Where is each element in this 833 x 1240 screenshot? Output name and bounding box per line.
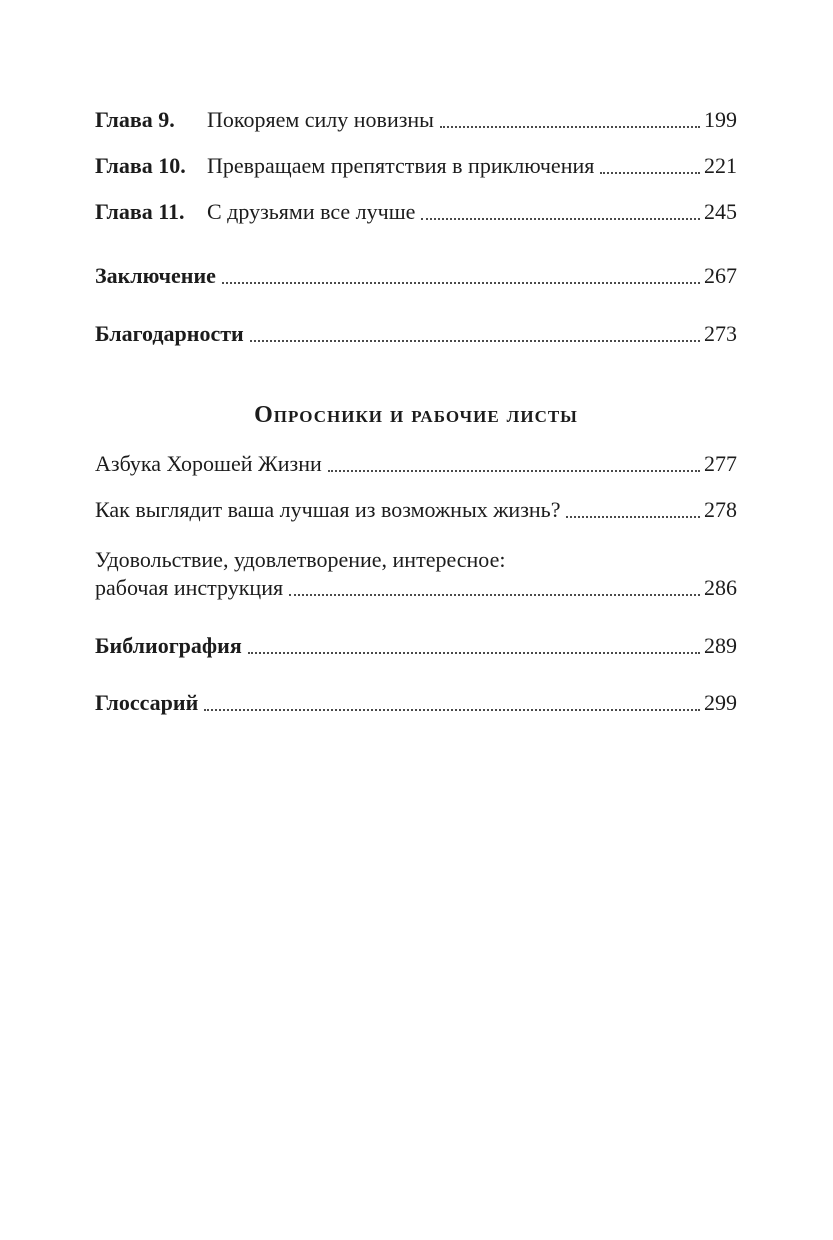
page-number: 273 (704, 321, 737, 346)
entry-title: Глоссарий (95, 690, 199, 715)
toc-entry-chapter-11 (95, 198, 737, 226)
dot-leader (250, 340, 700, 342)
entry-title-line1: Удовольствие, удовлетворение, интересное: (95, 547, 506, 572)
toc-entry-worksheet-instruction (95, 545, 737, 602)
page-number: 299 (704, 690, 737, 715)
section-heading: Опросники и рабочие листы (254, 402, 578, 428)
entry-title: Библиография (95, 633, 242, 658)
page-number: 267 (704, 263, 737, 288)
page-number: 289 (704, 633, 737, 658)
page-number: 245 (704, 199, 737, 224)
entry-title: Превращаем препятствия в приключения (207, 153, 595, 178)
toc-entry-chapter-10 (95, 152, 737, 180)
toc-entry-worksheet-best-life (95, 496, 737, 524)
toc-entry-acknowledgements (95, 320, 737, 348)
entry-title: Покоряем силу новизны (207, 107, 434, 132)
entry-title-line2: рабочая инструкция (95, 575, 284, 600)
dot-leader (328, 470, 700, 472)
page-number: 199 (704, 107, 737, 132)
chapter-label: Глава 9. (95, 107, 175, 132)
dot-leader (600, 172, 700, 174)
page-number: 278 (704, 497, 737, 522)
entry-title: Заключение (95, 263, 216, 288)
toc-entry-glossary (95, 689, 737, 717)
entry-title: Благодарности (95, 321, 244, 346)
entry-title: Азбука Хорошей Жизни (95, 451, 322, 476)
dot-leader (421, 218, 700, 220)
dot-leader (204, 709, 700, 711)
page-number: 277 (704, 451, 737, 476)
page-number: 221 (704, 153, 737, 178)
page-number: 286 (704, 575, 737, 600)
dot-leader (566, 516, 700, 518)
dot-leader (222, 282, 700, 284)
dot-leader (248, 652, 700, 654)
chapter-label: Глава 11. (95, 199, 185, 224)
chapter-label: Глава 10. (95, 153, 186, 178)
entry-title: С друзьями все лучше (207, 199, 416, 224)
toc-entry-worksheet-abc (95, 450, 737, 478)
dot-leader (289, 594, 700, 596)
dot-leader (440, 126, 700, 128)
toc-entry-chapter-9 (95, 106, 737, 134)
entry-title-line2-row (95, 574, 737, 602)
entry-title: Как выглядит ваша лучшая из возможных жизнь? (95, 497, 561, 522)
toc-entry-conclusion (95, 262, 737, 290)
toc-entry-bibliography (95, 632, 737, 660)
